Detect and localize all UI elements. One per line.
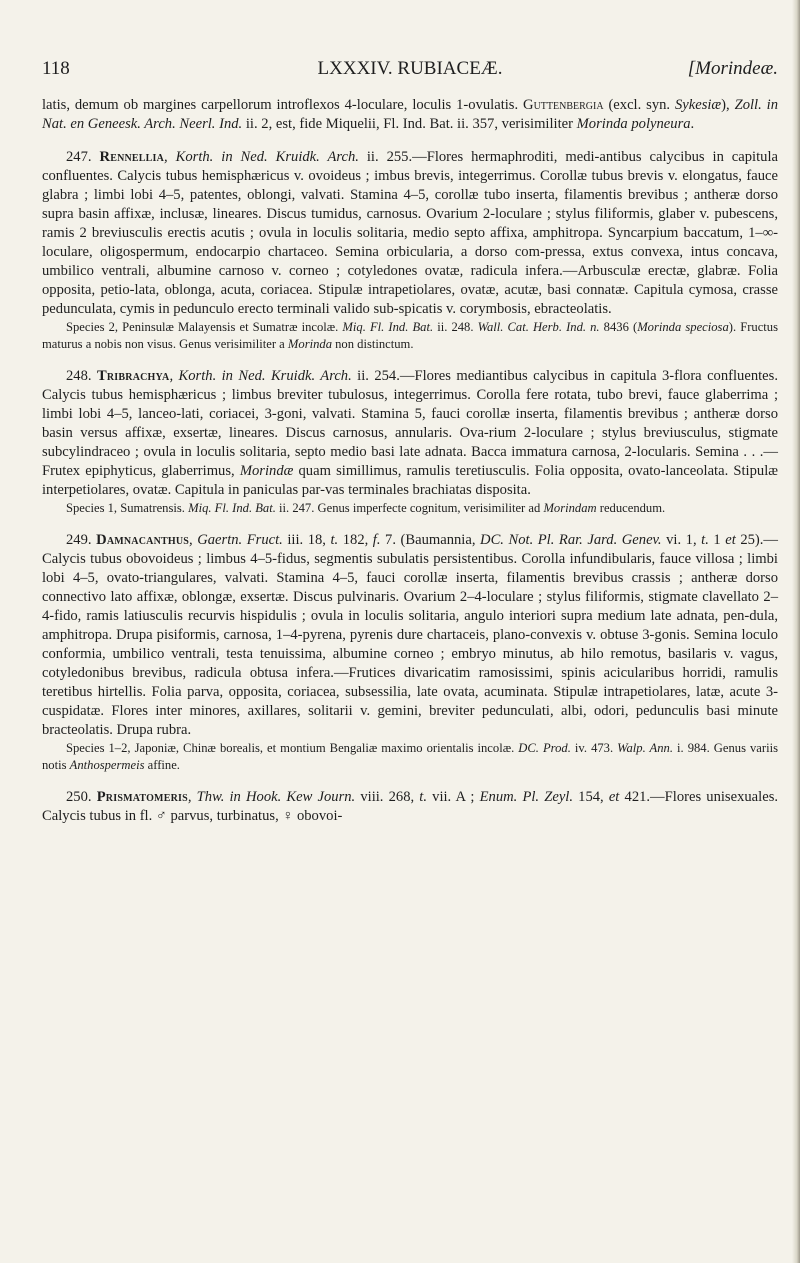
genus-ref-guttenbergia: Guttenbergia [523,97,604,113]
genus-note: Species 1, Sumatrensis. Miq. Fl. Ind. Bat. ii. 247. Genus imperfecte cognitum, verisimiliter ad Morindam reducendum. [66,501,666,515]
genus-note: Species 1–2, Japoniæ, Chinæ borealis, et montium Bengaliæ maximo orientalis incolæ. DC. Prod. iv. 473. Walp. Ann. i. 984. Genus variis notis Anthospermeis affine. [42,741,778,772]
page-number: 118 [42,58,70,79]
genus-description: 248. Tribrachya, Korth. in Ned. Kruidk. Arch. ii. 254.—Flores mediantibus calycibus in capitula 3-flora confluentes. Calycis tubus hemisphæricus ; limbus breviter tubulosus, integerrimus. Corolla fere rotata, tubo brevi, fauce glaberrima ; limbi lobi 4–5, lanceo-lati, coriacei, 3-goni, valvati. Stamina 5, fauci corollæ inserta, filamentis brevibus ; antheræ dorso basin versus affixæ, exsertæ, lineares. Discus carnosus, annularis. Ova-rium 2-loculare ; stylus breviusculus, stigmate subcylindraceo ; ovula in loculis solitaria, septo medio basi late adnata. Bacca immatura carnosa, 2-locularis. Semina . . .— Frutex epiphyticus, glaberrimus, Morindæ quam simillimus, ramulis teretiusculis. Folia opposita, ovato-lanceolata. Stipulæ interpetiolares, ovatæ. Capitula in paniculas par-vas terminales brachiatas disposita. [42,368,778,498]
genus-description: 250. Prismatomeris, Thw. in Hook. Kew Journ. viii. 268, t. vii. A ; Enum. Pl. Zeyl. 154, et 421.—Flores unisexuales. Calycis tubus in fl. ♂ parvus, turbinatus, ♀ obovoi- [42,789,779,824]
running-head [42,58,778,82]
genus-note: Species 2, Peninsulæ Malayensis et Sumatræ incolæ. Miq. Fl. Ind. Bat. ii. 248. Wall. Cat. Herb. Ind. n. 8436 (Morinda speciosa). Fructus maturus a nobis non visus. Genus verisimiliter a Morinda non distinctum. [42,320,778,351]
genus-entry-250 [42,788,778,826]
paragraph-continuation: latis, demum ob margines carpellorum introflexos 4-loculare, loculis 1-ovulatis. Guttenbergia (excl. syn. Sykesiæ), Zoll. in Nat. en Geneesk. Arch. Neerl. Ind. ii. 2, est, fide Miquelii, Fl. Ind. Bat. ii. 357, verisimiliter Morinda polyneura. [42,97,778,132]
genus-name: Rennellia [99,149,165,165]
genus-entry-247 [42,148,778,353]
genus-entry-249 [42,531,778,774]
genus-name: Tribrachya [96,368,170,384]
page-title: LXXXIV. RUBIACEÆ. [317,58,503,79]
tribe-label: [Morindeæ. [687,58,778,79]
genus-description: 247. Rennellia, Korth. in Ned. Kruidk. Arch. ii. 255.—Flores hermaphroditi, medi-antibus calycibus in capitula confluentes. Calycis tubus hemisphæricus v. ovoideus ; imbus brevis, integerrimus. Corollæ tubus brevis v. elongatus, fauce glabra ; limbi lobi 4–5, patentes, oblongi, valvati. Stamina 4–5, corollæ tubo inserta, filamentis brevibus ; antheræ dorso supra basin affixæ, inclusæ, lineares. Discus tumidus, carnosus. Ovarium 2-loculare ; stylus filiformis, glaber v. pubescens, ramis 2 breviusculis erectis acutis ; ovula in loculis solitaria, medio septo affixa, amphitropa. Syncarpium baccatum, 1–∞-loculare, oligospermum, endocarpio chartaceo. Semina orbicularia, a dorso com-pressa, extus convexa, intus concava, umbilico ventrali, albumine carnoso v. corneo ; cotyledones ovatæ, radicula infera.—Arbusculæ erectæ, glabræ. Folia opposita, petio-lata, oblonga, acuta, coriacea. Stipulæ intrapetiolares, ovatæ, acutæ, basi connatæ. Capitula cymosa, crasse pedunculata, cymis in pedunculo erecto terminali valido sub-spicatis v. corymbosis, ebracteolatis. [42,149,778,317]
genus-description: 249. Damnacanthus, Gaertn. Fruct. iii. 18, t. 182, f. 7. (Baumannia, DC. Not. Pl. Rar. Jard. Genev. vi. 1, t. 1 et 25).—Calycis tubus obovoideus ; limbus 4–5-fidus, segmentis subulatis persistentibus. Corolla infundibularis, fauce villosa ; limbi lobi 4–5, ovato-triangulares, valvati. Stamina 4–5, fauci corollæ inserta, filamentis brevibus crassis ; antheræ dorso connectivo lato affixæ, oblongæ, exsertæ. Discus pulvinaris. Ovarium 2–4-loculare ; stylus filiformis, stigmate clavellato 2–4-fido, ramis latiusculis recurvis hispidulis ; ovula in loculis solitaria, angulo interiori supra medium late adnata, pen-dula, amphitropa. Drupa pisiformis, carnosa, 1–4-pyrena, pyrenis dure chartaceis, plano-convexis v. obtuse 3-gonis. Semina loculo conformia, umbilico ventrali, testa tenuissima, albumine corneo ; embryo minutus, ab hilo remotus, basilaris v. vagus, cotyledonibus brevibus, radicula obtusa infera.—Frutices divaricatim ramosissimi, spinis acicularibus horridi, ramulis teretibus hirtellis. Folia parva, opposita, coriacea, subsessilia, late ovata, acuminata. Stipulæ intrapetiolares, latæ, acute 3-cuspidatæ. Flores inter minores, axillares, solitarii v. gemini, breviter pedunculati, albi, odori, pedunculis basi minute bracteolatis. Drupa rubra. [42,532,779,738]
genus-name: Damnacanthus [96,532,190,548]
body-text [42,96,778,826]
genus-entry-248 [42,367,778,517]
genus-name: Prismatomeris [96,789,188,805]
page-edge-shadow [792,0,800,1263]
